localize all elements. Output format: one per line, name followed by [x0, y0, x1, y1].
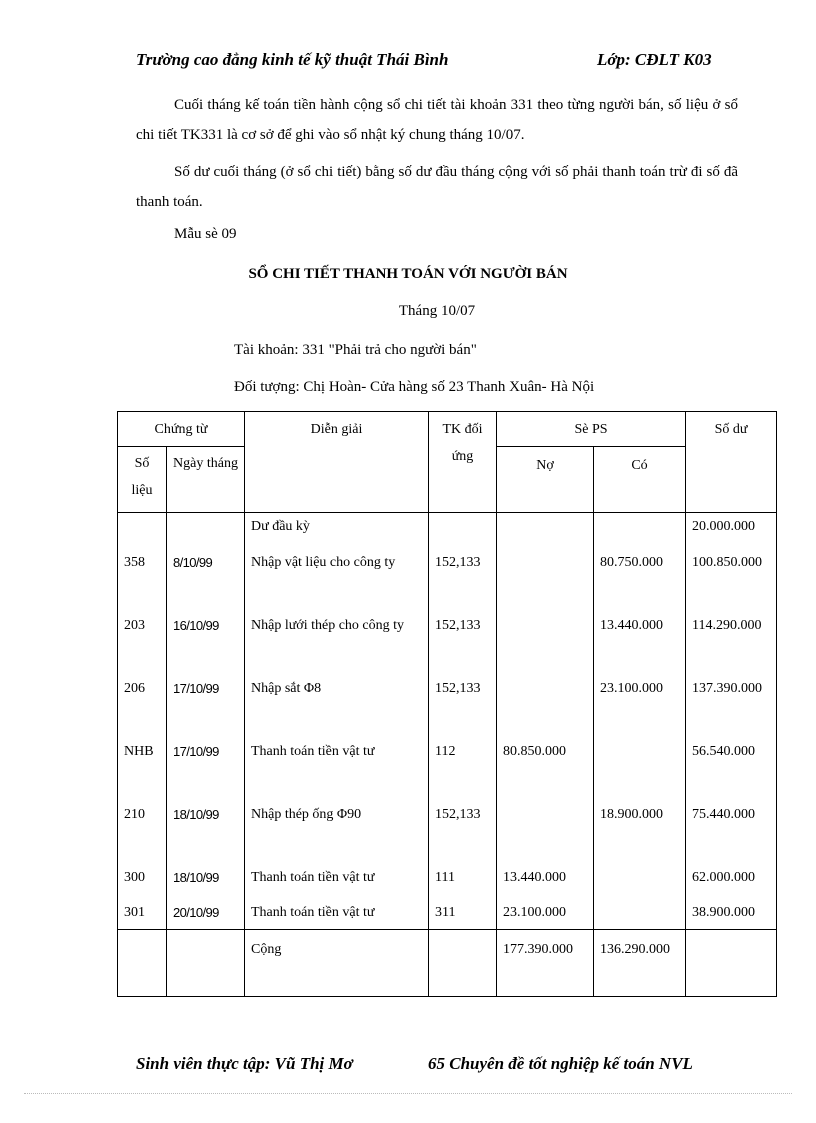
footer-topic: 65 Chuyên đề tốt nghiệp kế toán NVL — [428, 1054, 693, 1073]
cell-no — [497, 675, 594, 738]
cell-tk: 152,133 — [429, 612, 497, 675]
cell-dien-giai: Nhập lưới thép cho công ty — [245, 612, 429, 675]
cell-dien-giai: Nhập thép ống Φ90 — [245, 801, 429, 864]
total-no: 177.390.000 — [497, 930, 594, 997]
cell-dien-giai: Nhập sắt Φ8 — [245, 675, 429, 738]
ledger-title: SỔ CHI TIẾT THANH TOÁN VỚI NGƯỜI BÁN — [248, 266, 568, 282]
header-so-lieu: Số liệu — [118, 447, 167, 513]
cell-dien-giai: Thanh toán tiền vật tư — [245, 864, 429, 899]
cell-so: 206 — [118, 675, 167, 738]
total-label: Cộng — [245, 930, 429, 997]
cell-co: 23.100.000 — [594, 675, 686, 738]
paragraph-2: Số dư cuối tháng (ở sổ chi tiết) bằng số dư đầu tháng cộng với số phải thanh toán trừ đi số đã thanh toán. — [136, 164, 738, 210]
cell-so: 210 — [118, 801, 167, 864]
header-se-ps: Sè PS — [497, 412, 686, 447]
cell-so: 358 — [118, 549, 167, 612]
school-name: Trường cao đẳng kinh tế kỹ thuật Thái Bình — [136, 50, 449, 69]
cell-no: 23.100.000 — [497, 899, 594, 930]
cell-so — [118, 513, 167, 549]
cell-ngay: 18/10/99 — [167, 864, 245, 899]
cell-tk: 152,133 — [429, 675, 497, 738]
ledger-month: Tháng 10/07 — [398, 303, 476, 319]
table-row — [118, 612, 777, 675]
cell-ngay — [167, 513, 245, 549]
cell-tk: 112 — [429, 738, 497, 801]
cell-empty — [686, 930, 777, 997]
header-no: Nợ — [497, 447, 594, 513]
table-row — [118, 738, 777, 801]
cell-so-du: 56.540.000 — [686, 738, 777, 801]
cell-no: 13.440.000 — [497, 864, 594, 899]
table-row — [118, 864, 777, 899]
cell-no — [497, 549, 594, 612]
object-line: Đối tượng: Chị Hoàn- Cửa hàng số 23 Thanh Xuân- Hà Nội — [234, 379, 595, 395]
cell-no — [497, 612, 594, 675]
cell-tk: 152,133 — [429, 801, 497, 864]
paragraph-1: Cuối tháng kế toán tiền hành cộng sổ chi tiết tài khoản 331 theo từng người bán, số liệu ở sổ chi tiết TK331 là cơ sở để ghi vào sổ nhật ký chung tháng 10/07. — [136, 97, 738, 143]
cell-co — [594, 864, 686, 899]
cell-so: 301 — [118, 899, 167, 930]
cell-co: 13.440.000 — [594, 612, 686, 675]
cell-co: 18.900.000 — [594, 801, 686, 864]
cell-co — [594, 513, 686, 549]
form-label: Mẫu sè 09 — [174, 226, 237, 242]
cell-dien-giai: Thanh toán tiền vật tư — [245, 899, 429, 930]
cell-co — [594, 899, 686, 930]
class-label: Lớp: CĐLT K03 — [597, 50, 712, 69]
table-row — [118, 801, 777, 864]
cell-ngay: 18/10/99 — [167, 801, 245, 864]
cell-so-du: 114.290.000 — [686, 612, 777, 675]
footer-student: Sinh viên thực tập: Vũ Thị Mơ — [136, 1054, 353, 1073]
header-ngay-thang: Ngày tháng — [167, 447, 245, 513]
cell-tk: 152,133 — [429, 549, 497, 612]
cell-ngay: 8/10/99 — [167, 549, 245, 612]
ledger-table — [117, 411, 777, 997]
cell-empty — [429, 930, 497, 997]
total-row — [118, 930, 777, 997]
cell-dien-giai: Nhập vật liệu cho công ty — [245, 549, 429, 612]
cell-no — [497, 801, 594, 864]
cell-empty — [167, 930, 245, 997]
cell-so-du: 100.850.000 — [686, 549, 777, 612]
cell-so-du: 38.900.000 — [686, 899, 777, 930]
cell-no — [497, 513, 594, 549]
cell-co — [594, 738, 686, 801]
cell-so-du: 20.000.000 — [686, 513, 777, 549]
total-co: 136.290.000 — [594, 930, 686, 997]
table-row — [118, 513, 777, 549]
account-line: Tài khoản: 331 "Phải trả cho người bán" — [234, 342, 477, 358]
cell-empty — [118, 930, 167, 997]
cell-dien-giai: Dư đầu kỳ — [245, 513, 429, 549]
cell-no: 80.850.000 — [497, 738, 594, 801]
cell-tk: 311 — [429, 899, 497, 930]
table-row — [118, 549, 777, 612]
cell-so-du: 62.000.000 — [686, 864, 777, 899]
header-tk-doi-ung: TK đối ứng — [429, 412, 497, 513]
table-row — [118, 675, 777, 738]
cell-so: 203 — [118, 612, 167, 675]
cell-so-du: 75.440.000 — [686, 801, 777, 864]
cell-so-du: 137.390.000 — [686, 675, 777, 738]
cell-co: 80.750.000 — [594, 549, 686, 612]
cell-ngay: 17/10/99 — [167, 675, 245, 738]
page-divider — [24, 1093, 792, 1094]
cell-tk — [429, 513, 497, 549]
header-dien-giai: Diễn giải — [245, 412, 429, 513]
cell-so: NHB — [118, 738, 167, 801]
cell-ngay: 20/10/99 — [167, 899, 245, 930]
cell-so: 300 — [118, 864, 167, 899]
header-so-du: Số dư — [686, 412, 777, 513]
header-chung-tu: Chứng từ — [118, 412, 245, 447]
cell-ngay: 16/10/99 — [167, 612, 245, 675]
cell-ngay: 17/10/99 — [167, 738, 245, 801]
table-row — [118, 899, 777, 930]
header-co: Có — [594, 447, 686, 513]
cell-tk: 111 — [429, 864, 497, 899]
cell-dien-giai: Thanh toán tiền vật tư — [245, 738, 429, 801]
